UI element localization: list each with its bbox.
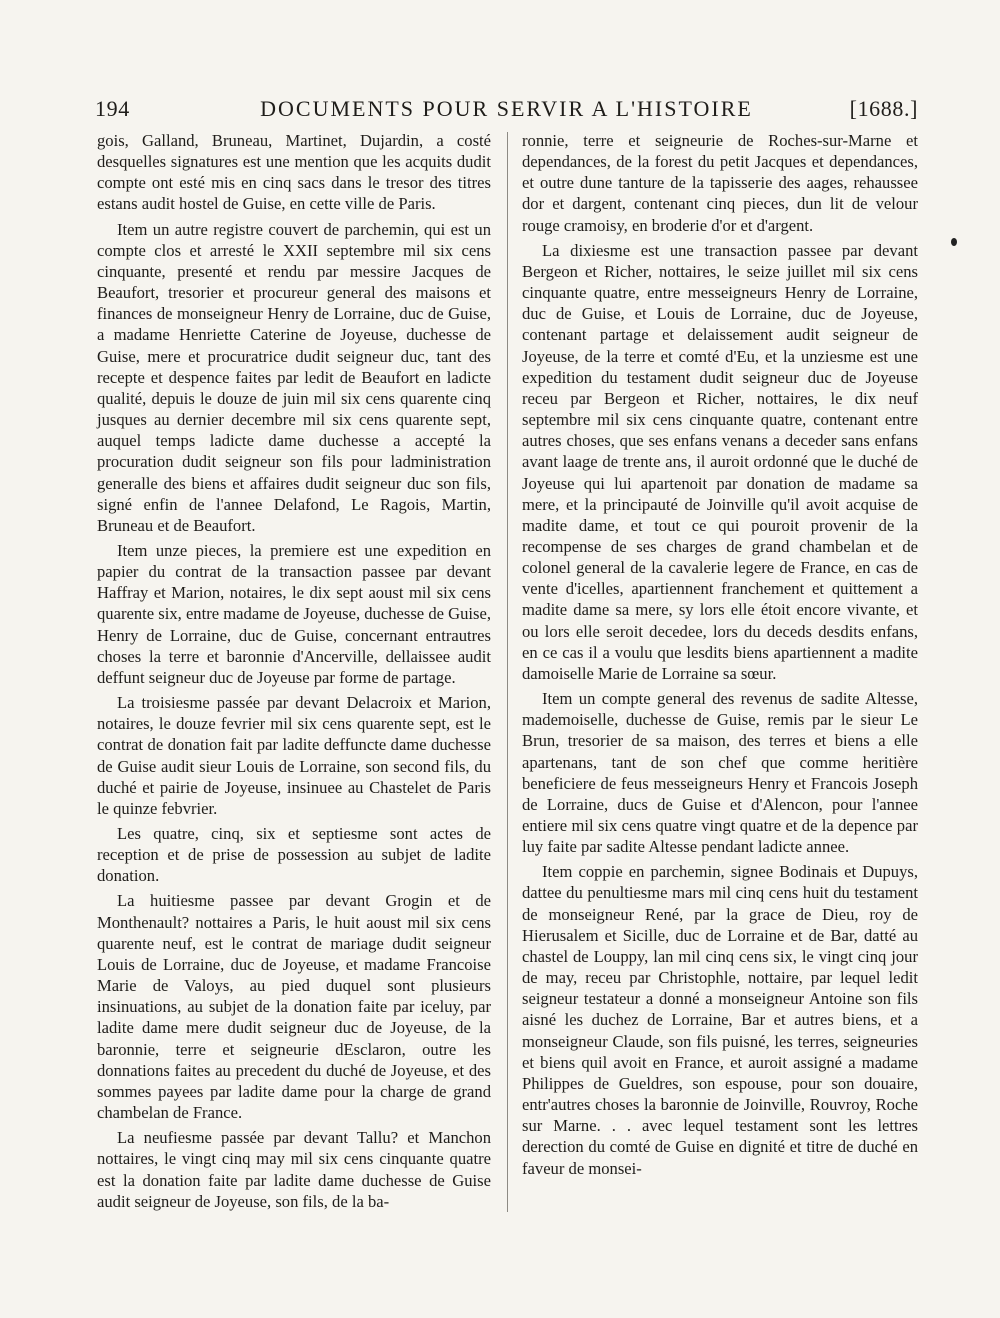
paragraph: La troisiesme passée par devant Delacroix et Marion, notaires, le douze fevrier mil six cens quarente sept, est le contrat de donation fait par ladite deffuncte dame duchesse de Guise audit sieur Louis de Lorraine, son second fils, du duché et pairie de Joyeuse, insinuee au Chastelet de Paris le quinze febvrier. [97, 693, 491, 818]
header-year: [1688.] [849, 96, 918, 121]
paragraph: gois, Galland, Bruneau, Martinet, Dujardin, a costé desquelles signatures est une mention que les acquits dudit compte ont esté mis en cinq sacs dans le tresor des titres estans audit hostel de Guise, en cette ville de Paris. [97, 131, 491, 214]
ink-speck [951, 238, 957, 246]
right-column [522, 130, 918, 1183]
paragraph: Item un compte general des revenus de sadite Altesse, mademoiselle, duchesse de Guise, remis par le sieur Le Brun, tresorier de sa maison, des terres et biens a elle apartenans, tant de son chef que comme heritière beneficiere de feus messeigneurs Henry et Francois Joseph de Lorraine, ducs de Guise et d'Alencon, pour l'annee entiere mil six cens quatre vingt quatre et de la depence par luy faite par sadite Altesse pendant ladicte annee. [522, 689, 918, 857]
paragraph: La huitiesme passee par devant Grogin et de Monthenault? nottaires a Paris, le huit aoust mil six cens quarente neuf, est le contrat de mariage dudit seigneur Louis de Lorraine, duc de Joyeuse, et madame Francoise Marie de Valoys, au pied duquel sont plusieurs insinuations, au subjet de la donation faite par iceluy, par ladite dame mere dudit seigneur duc de Joyeuse, de la baronnie, terre et seigneurie dEsclaron, outre les donnations faites au precedent du duché de Joyeuse, et des sommes payees par ladite dame pour la charge de grand chambelan de France. [97, 891, 491, 1123]
left-column [97, 130, 491, 1216]
paragraph: La neufiesme passée par devant Tallu? et Manchon nottaires, le vingt cinq may mil six cens cinquante quatre est la donation faite par ladite dame duchesse de Guise audit seigneur de Joyeuse, son fils, de la ba- [97, 1128, 491, 1211]
paragraph: Item coppie en parchemin, signee Bodinais et Dupuys, dattee du penultiesme mars mil cinq cens huit du testament de monseigneur René, par la grace de Dieu, roy de Hierusalem et Sicille, duc de Lorraine et de Bar, datté au chastel de Louppy, lan mil cinq cens six, le vingt cinq jour de may, receu par Christophle, nottaire, par lequel ledit seigneur testateur a donné a monseigneur Antoine son fils aisné les duchez de Lorraine, Bar et autres biens, et a monseigneur Claude, son fils puisné, les terres, seigneuries et biens quil avoit en France, et auroit assigné a madame Philippes de Gueldres, son espouse, pour son douaire, entr'autres choses la baronnie de Joinville, Rouvroy, Roche sur Marne. . . avec lequel testament sont les lettres derection du comté de Guise en dignité et titre de duché en faveur de monsei- [522, 862, 918, 1178]
column-divider [507, 132, 508, 1212]
page-number: 194 [95, 96, 130, 121]
paragraph: Item un autre registre couvert de parchemin, qui est un compte clos et arresté le XXII septembre mil six cens cinquante, presenté et rendu par messire Jacques de Beaufort, tresorier et procureur general des maisons et finances de monseigneur Henry de Lorraine, duc de Guise, a madame Henriette Caterine de Joyeuse, duchesse de Guise, mere et procuratrice dudit seigneur duc, tant des recepte et despence faites par ledit de Beaufort en ladicte qualité, depuis le douze de juin mil six cens quarente cinq jusques au dernier decembre mil six cens quarente sept, auquel temps ladicte dame duchesse a accepté la procuration dudit seigneur son fils pour ladministration generalle des biens et affaires dudit seigneur duc son fils, signé enfin de l'annee Delafond, Le Ragois, Martin, Bruneau et de Beaufort. [97, 219, 491, 535]
paragraph: Les quatre, cinq, six et septiesme sont actes de reception et de prise de possession au subjet de ladite donation. [97, 824, 491, 886]
running-title: DOCUMENTS POUR SERVIR A L'HISTOIRE [260, 96, 753, 121]
paragraph: Item unze pieces, la premiere est une expedition en papier du contrat de la transaction passee par devant Haffray et Marion, notaires, le dix sept aoust mil six cens quarente six, entre madame de Joyeuse, duchesse de Guise, Henry de Lorraine, duc de Guise, concernant entrautres choses la terre et baronnie d'Ancerville, dellaissee audit deffunt seigneur duc de Joyeuse par forme de partage. [97, 540, 491, 687]
paragraph: ronnie, terre et seigneurie de Roches-sur-Marne et dependances, de la forest du petit Jacques et dependances, et outre dune tanture de la tapisserie des aages, rehaussee dor et dargent, contenant cinq pieces, dun lit de velour rouge cramoisy, en broderie d'or et d'argent. [522, 131, 918, 235]
paragraph: La dixiesme est une transaction passee par devant Bergeon et Richer, nottaires, le seize juillet mil six cens cinquante quatre, entre messeigneurs Henry de Lorraine, duc de Guise, et Louis de Lorraine, duc de Joyeuse, contenant partage et delaissement audit seigneur de Joyeuse, de la terre et comté d'Eu, et la unziesme est une expedition du testament dudit seigneur duc de Joyeuse receu par Bergeon et Richer, nottaires, le dix neuf septembre mil six cens cinquante quatre, contenant entre autres choses, que ses enfans venans a deceder sans enfans avant laage de trente ans, il auroit ordonné que le duché de Joyeuse qui lui apartenoit par donation de madame sa mere, et la principauté de Joinville qu'il avoit acquise de madite dame, et tout ce qui pouroit provenir de la recompense de ses charges de grand chambelan et de colonel general de la cavalerie legere de France, en cas de vente d'icelles, apartiennent franchement et quittement a madite dame sa mere, sy lors elle étoit encore vivante, et ou lors elle seroit decedee, lors du deceds desdits enfans, en ce cas il a voulu que lesdits biens apartiennent a madite damoiselle Marie de Lorraine sa sœur. [522, 240, 918, 683]
running-header [95, 96, 918, 126]
